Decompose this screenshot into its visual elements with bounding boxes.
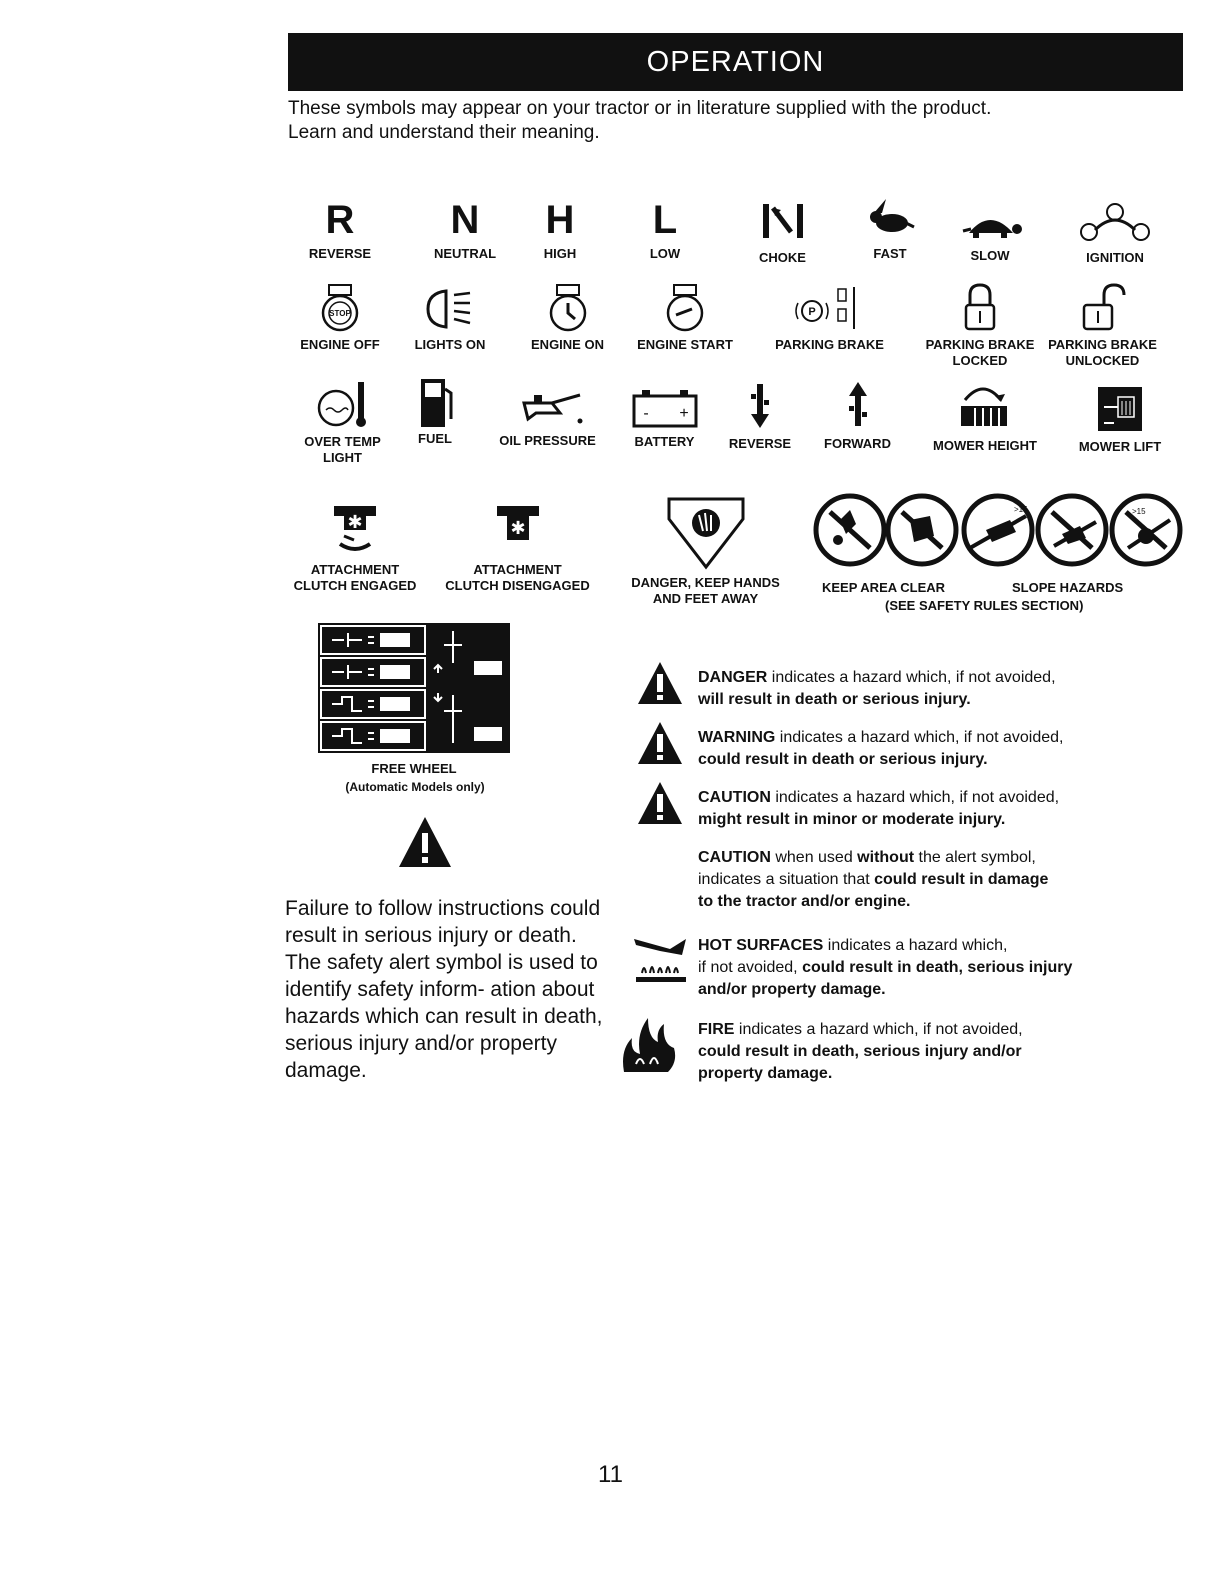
label-slope-hazards: SLOPE HAZARDS: [1012, 580, 1124, 595]
symbol-engine-on: [520, 283, 615, 353]
p-text: P: [807, 306, 816, 318]
label-keep-area-clear: KEEP AREA CLEAR: [822, 580, 946, 595]
fire-text: indicates a hazard which, if not avoided,: [734, 1021, 1023, 1038]
label-pb-unlocked-2: UNLOCKED: [1065, 353, 1140, 368]
clutch-engaged-icon: [330, 500, 380, 558]
label-ignition: IGNITION: [1086, 250, 1144, 265]
freewheel-graphic: [318, 623, 510, 753]
caution2-text-1: when used: [770, 849, 858, 866]
forward-arrow-icon: [843, 380, 873, 430]
hot-surfaces-text: indicates a hazard which,: [823, 937, 1008, 954]
label-lights-on: LIGHTS ON: [414, 337, 486, 352]
symbol-fast: [855, 195, 925, 262]
label-mower-lift: MOWER LIFT: [1078, 439, 1162, 454]
label-pb-unlocked-1: PARKING BRAKE: [1048, 337, 1157, 352]
slope-hazard-icon-2: [1038, 496, 1106, 564]
symbol-reverse-letter: [300, 200, 380, 262]
symbol-fuel: [405, 375, 465, 447]
stop-text: STOP: [329, 309, 351, 318]
engine-start-icon: [662, 283, 708, 333]
symbol-danger-hands: [618, 493, 793, 607]
battery-icon: [630, 388, 700, 428]
caution2-text-3: indicates a situation that: [698, 871, 875, 888]
fuel-icon: [415, 375, 455, 431]
label-forward: FORWARD: [824, 436, 891, 451]
symbol-oil-pressure: [490, 385, 605, 449]
keep-area-clear-icon-1: [816, 496, 884, 564]
reverse-arrow-icon: [745, 380, 775, 430]
danger-text: indicates a hazard which, if not avoided,: [767, 669, 1056, 686]
label-clutch-disengaged-2: CLUTCH DISENGAGED: [445, 578, 590, 593]
danger-definition: [698, 667, 1168, 711]
fire-property: property damage.: [698, 1065, 833, 1082]
fire-consequence: could result in death, serious injury and/or: [698, 1043, 1022, 1060]
caution-alert-icon: [636, 780, 684, 826]
letter-l: L: [652, 198, 678, 242]
hot-surfaces-property: and/or property damage.: [698, 981, 886, 998]
caution-definition: [698, 787, 1168, 831]
fire-icon: [618, 1010, 684, 1076]
fire-definition: [698, 1019, 1168, 1085]
label-engine-on: ENGINE ON: [531, 337, 604, 352]
caution-text: indicates a hazard which, if not avoided,: [770, 789, 1060, 806]
label-engine-start: ENGINE START: [637, 337, 733, 352]
label-pb-locked-1: PARKING BRAKE: [925, 337, 1035, 352]
unlock-icon: [1078, 283, 1128, 333]
label-engine-off: ENGINE OFF: [300, 337, 380, 352]
choke-icon: [753, 200, 813, 242]
slope-angle-2: >15: [1132, 507, 1146, 516]
danger-alert-icon: [636, 660, 684, 706]
slope-hazard-icon-1: [964, 496, 1032, 564]
label-neutral: NEUTRAL: [433, 246, 497, 261]
hot-surfaces-word: HOT SURFACES: [698, 937, 824, 954]
label-parking-brake: PARKING BRAKE: [775, 337, 884, 352]
section-title: OPERATION: [646, 45, 825, 78]
mower-lift-icon: [1094, 383, 1146, 435]
headlight-icon: [424, 283, 476, 333]
label-battery: BATTERY: [634, 434, 695, 449]
intro-line-1: These symbols may appear on your tractor or in literature supplied with the product.: [288, 98, 992, 119]
symbol-choke: [745, 200, 820, 266]
label-reverse: REVERSE: [308, 246, 372, 261]
label-danger-hands-2: AND FEET AWAY: [652, 591, 759, 606]
label-fast: FAST: [873, 246, 907, 261]
danger-consequence: will result in death or serious injury.: [698, 691, 971, 708]
label-clutch-engaged-2: CLUTCH ENGAGED: [293, 578, 417, 593]
label-freewheel-note: (Automatic Models only): [345, 780, 485, 794]
hot-surfaces-definition: [698, 935, 1168, 1001]
label-fuel: FUEL: [418, 431, 452, 446]
caution2-text-2: the alert symbol,: [914, 849, 1036, 866]
warning-definition: [698, 727, 1168, 771]
caution-word: CAUTION: [698, 789, 771, 806]
slope-angle-1: >15: [1014, 505, 1028, 514]
svg-text:✱: ✱: [509, 518, 526, 539]
symbol-slow: [945, 205, 1035, 264]
symbol-reverse-direction: [720, 380, 800, 452]
symbol-high: [525, 200, 595, 262]
caution2-tractor: to the tractor and/or engine.: [698, 893, 911, 910]
symbol-parking-brake-unlocked: [1025, 283, 1180, 369]
label-see-safety-rules: (SEE SAFETY RULES SECTION): [885, 598, 1084, 613]
section-header: [288, 33, 1183, 91]
rabbit-icon: [862, 195, 918, 243]
symbol-over-temp: [295, 378, 390, 466]
warning-alert-icon: [636, 720, 684, 766]
symbol-parking-brake: [762, 283, 897, 353]
label-oil-pressure: OIL PRESSURE: [499, 433, 596, 448]
label-danger-hands-1: DANGER, KEEP HANDS: [631, 575, 780, 590]
symbol-battery: [627, 388, 702, 450]
intro-text: [288, 97, 1168, 145]
label-slow: SLOW: [970, 248, 1010, 263]
battery-minus: -: [642, 405, 649, 422]
mower-height-icon: [955, 380, 1015, 434]
battery-plus: +: [678, 405, 689, 422]
label-low: LOW: [649, 246, 681, 261]
safety-alert-paragraph: Failure to follow instructions could result in serious injury or death. The safety alert symbol is used to identify safety inform- ation about hazards which can result in death, serious injury and/or property damage.: [285, 897, 603, 1082]
symbol-low: [630, 200, 700, 262]
label-mower-height: MOWER HEIGHT: [933, 438, 1037, 453]
label-clutch-engaged-1: ATTACHMENT: [310, 562, 400, 577]
fire-word: FIRE: [698, 1021, 735, 1038]
label-choke: CHOKE: [759, 250, 806, 265]
label-over-temp-1: OVER TEMP: [304, 434, 381, 449]
label-pb-locked-2: LOCKED: [952, 353, 1008, 368]
caution-consequence: might result in minor or moderate injury.: [698, 811, 1006, 828]
page-number: 11: [598, 1461, 623, 1488]
letter-n: N: [450, 198, 480, 242]
oil-can-icon: [508, 385, 588, 429]
letter-r: R: [325, 198, 355, 242]
caution2-without: without: [857, 849, 915, 866]
freewheel-lever-icon: [318, 623, 510, 753]
symbol-engine-start: [625, 283, 745, 353]
hand-hazard-icon: [663, 493, 749, 571]
safety-alert-icon: [397, 815, 453, 871]
label-clutch-disengaged-1: ATTACHMENT: [473, 562, 562, 577]
engine-on-icon: [545, 283, 591, 333]
label-reverse-direction: REVERSE: [728, 436, 792, 451]
hot-surfaces-text-2: if not avoided,: [698, 959, 803, 976]
over-temp-icon: [316, 378, 370, 430]
prohibition-icons-group: [810, 490, 1184, 570]
symbol-mower-lift: [1065, 383, 1175, 455]
caution-no-symbol-definition: [698, 847, 1168, 913]
hot-surfaces-consequence: could result in death, serious injury: [802, 959, 1073, 976]
slope-hazard-icon-3: [1112, 496, 1180, 564]
label-over-temp-2: LIGHT: [323, 450, 362, 465]
engine-off-icon: [317, 283, 363, 333]
symbol-clutch-engaged: [285, 500, 425, 594]
caution2-damage: could result in damage: [874, 871, 1049, 888]
parking-brake-icon: [790, 283, 870, 333]
warning-word: WARNING: [698, 729, 776, 746]
turtle-icon: [955, 205, 1025, 241]
label-high: HIGH: [543, 246, 577, 261]
label-freewheel: FREE WHEEL: [371, 761, 457, 776]
svg-text:✱: ✱: [347, 512, 363, 533]
letter-h: H: [545, 198, 575, 242]
intro-line-2: Learn and understand their meaning.: [288, 122, 600, 143]
danger-word: DANGER: [698, 669, 768, 686]
lock-icon: [960, 283, 1000, 333]
symbol-neutral: [420, 200, 510, 262]
symbol-forward: [815, 380, 900, 452]
hot-surface-icon: [630, 933, 692, 989]
symbol-clutch-disengaged: [435, 500, 600, 594]
symbol-engine-off: [290, 283, 390, 353]
warning-consequence: could result in death or serious injury.: [698, 751, 988, 768]
ignition-icon: [1075, 200, 1155, 244]
keep-area-clear-icon-2: [888, 496, 956, 564]
warning-text: indicates a hazard which, if not avoided,: [775, 729, 1064, 746]
symbol-ignition: [1065, 200, 1165, 266]
symbol-lights-on: [405, 283, 495, 353]
clutch-disengaged-icon: [493, 500, 543, 558]
symbol-mower-height: [920, 380, 1050, 454]
caution2-word: CAUTION: [698, 849, 771, 866]
